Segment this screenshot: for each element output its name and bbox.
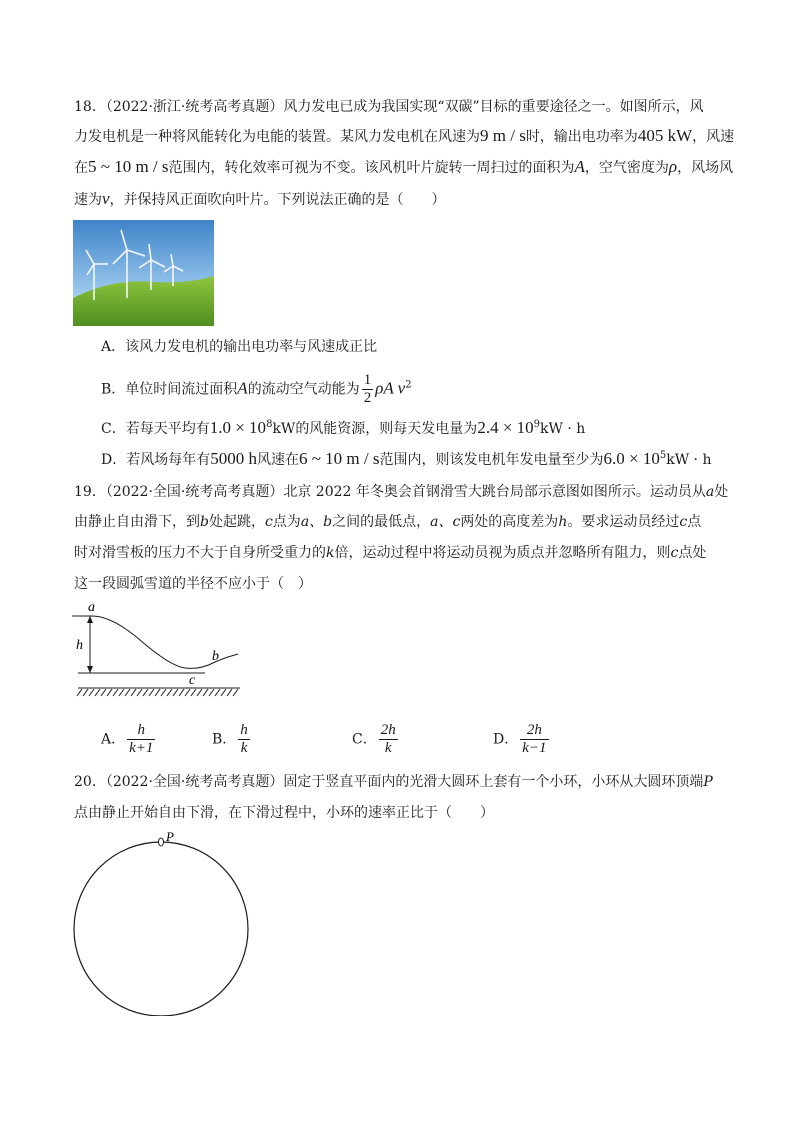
q20-line-2 [74, 803, 494, 823]
diagram-label-b: b [212, 649, 219, 664]
q19-number: 19． [74, 484, 106, 500]
q19-text: 。要求运动员经过 [567, 514, 680, 530]
q18-option-b-text: B．单位时间流过面积 [101, 381, 238, 398]
q18-wind-speed: 9 m / s [480, 126, 526, 145]
q19-line-2 [74, 512, 701, 532]
q18-option-b-var-A: A [237, 378, 248, 398]
q18-option-d-text: D．若风场每年有 [101, 452, 211, 468]
fraction-denominator: k+1 [129, 740, 154, 756]
q19-var: a、b [300, 514, 333, 530]
q18-line-2 [74, 126, 734, 147]
fraction-numerator: h [240, 722, 248, 738]
q18-var-A: A [574, 157, 585, 176]
q18-option-c-unit: kW [272, 421, 296, 437]
q18-text: ，风速 [692, 129, 735, 145]
q18-option-d-value: 6.0 × 10 [603, 449, 660, 468]
q19-option-d[interactable] [493, 722, 551, 757]
q18-option-c-exponent: 8 [266, 419, 273, 430]
q19-text: 之间的最低点， [332, 514, 431, 530]
q18-option-c[interactable] [101, 418, 585, 439]
q18-var-v: v [102, 189, 110, 208]
fraction-denominator: 2 [363, 390, 372, 406]
q18-option-b-text: 的流动空气动能为 [247, 381, 360, 398]
q18-option-d-hours: 5000 h [210, 449, 257, 468]
q18-option-c-exponent: 9 [533, 419, 541, 430]
q19-text: 处起跳， [208, 514, 265, 530]
q20-number: 20． [74, 774, 106, 790]
q19-text: 处 [714, 484, 729, 500]
q19-text: 时对滑雪板的压力不大于自身所受重力的 [74, 545, 326, 561]
q19-option-c-fraction [379, 722, 398, 757]
q19-line-4 [74, 574, 312, 594]
q19-option-a-label: A． [101, 731, 126, 748]
q18-option-c-text: 的风能资源，则每天发电量为 [295, 421, 478, 437]
q18-text: ，风场风 [677, 160, 734, 176]
diagram-label-h: h [76, 638, 83, 653]
q19-line-1 [74, 482, 728, 502]
q18-line-1 [74, 97, 704, 117]
wind-turbine-photo [73, 220, 214, 326]
q19-text: 两处的高度差为 [460, 514, 559, 530]
q18-option-b-exponent: 2 [405, 379, 412, 391]
q18-text: 风力发电已成为我国实现“双碳”目标的重要途径之一。如图所示，风 [283, 99, 704, 115]
diagram-label-c: c [189, 673, 196, 688]
hoop-diagram [70, 828, 255, 1016]
q19-text: 点 [687, 514, 702, 530]
q19-text: 北京 2022 年冬奥会首钢滑雪大跳台局部示意图如图所示。运动员从 [283, 484, 706, 500]
q19-text: 点为 [272, 514, 301, 530]
q20-source: （2022·全国·统考高考真题） [105, 774, 284, 790]
q18-option-a[interactable] [101, 337, 377, 357]
fraction-numerator: 1 [363, 372, 372, 388]
q19-option-c[interactable] [352, 722, 400, 757]
fraction-denominator: k [240, 740, 248, 756]
q18-text: ，并保持风正面吹向叶片。下列说法正确的是（ ） [109, 192, 446, 208]
q19-var: c [264, 514, 273, 530]
q18-text: 范围内，转化效率可视为不变。该风机叶片旋转一周扫过的面积为 [168, 160, 575, 176]
q19-option-b-fraction [238, 722, 250, 757]
q18-option-c-unit: kW · h [540, 421, 586, 437]
q18-option-d-range: 6 ~ 10 m / s [298, 449, 380, 468]
q18-line-4 [74, 189, 446, 210]
q19-var: c [679, 514, 688, 530]
q20-text: 固定于竖直平面内的光滑大圆环上套有一个小环，小环从大圆环顶端 [283, 774, 704, 790]
q18-option-d-text: 风速在 [256, 452, 299, 468]
q19-var: a、c [430, 514, 461, 530]
q19-option-d-label: D． [493, 731, 519, 748]
q20-text: 点由静止开始自由下滑，在下滑过程中，小环的速率正比于（ ） [74, 805, 494, 821]
q19-source: （2022·全国·统考高考真题） [105, 484, 284, 500]
q18-power: 405 kW [637, 126, 693, 145]
q19-text: 由静止自由滑下，到 [74, 514, 200, 530]
q19-option-c-label: C． [352, 731, 377, 748]
q18-option-d-unit: kW · h [666, 452, 712, 468]
q18-speed-range: 5 ~ 10 m / s [88, 157, 169, 176]
q19-var: a [705, 484, 715, 500]
small-ring [159, 838, 164, 846]
q19-var: c [670, 545, 679, 561]
q18-option-c-value: 2.4 × 10 [477, 418, 534, 437]
q18-text: 在 [74, 160, 88, 176]
ski-jump-diagram [70, 600, 250, 705]
q19-text: 倍，运动过程中将运动员视为质点并忽略所有阻力，则 [334, 545, 671, 561]
q20-line-1 [74, 772, 713, 792]
fraction-numerator: h [127, 722, 155, 740]
fraction-denominator: k−1 [522, 740, 547, 756]
q20-var: P [703, 774, 713, 790]
q18-option-b[interactable] [101, 372, 412, 407]
q18-number: 18． [74, 99, 106, 115]
q18-option-b-fraction [362, 372, 374, 407]
q19-option-a[interactable] [101, 722, 157, 757]
q18-option-d[interactable] [101, 449, 711, 470]
q18-option-d-text: 范围内，则该发电机年发电量至少为 [379, 452, 604, 468]
q19-option-d-fraction [520, 722, 548, 757]
q19-option-a-fraction [127, 722, 155, 757]
q18-option-c-text: C．若每天平均有 [101, 421, 210, 437]
q18-text: 力发电机是一种将风能转化为电能的装置。某风力发电机在风速为 [74, 129, 480, 145]
q18-option-c-value: 1.0 × 10 [209, 418, 267, 437]
diagram-label-a: a [88, 600, 95, 615]
q18-var-rho: ρ [668, 157, 678, 176]
q18-line-3 [74, 157, 733, 178]
q19-text: 这一段圆弧雪道的半径不应小于（ ） [74, 576, 312, 592]
q18-text: 时，输出电功率为 [525, 129, 638, 145]
q19-line-3 [74, 543, 706, 563]
q19-text: 点处 [678, 545, 707, 561]
q18-option-d-exponent: 5 [659, 450, 667, 461]
diagram-label-p: P [166, 829, 174, 844]
q18-option-a-text: A．该风力发电机的输出电功率与风速成正比 [101, 339, 378, 355]
fraction-numerator: 2h [380, 722, 396, 738]
q18-text: ，空气密度为 [584, 160, 669, 176]
q18-source: （2022·浙江·统考高考真题） [105, 99, 284, 115]
q19-var: k [326, 545, 335, 561]
q19-var: h [558, 514, 568, 530]
q18-text: 速为 [74, 192, 102, 208]
fraction-denominator: k [384, 740, 392, 756]
q18-option-b-expr: ρA v [375, 378, 406, 398]
q19-option-b[interactable] [212, 722, 252, 757]
q19-option-b-label: B． [212, 731, 237, 748]
q19-var: b [200, 514, 209, 530]
fraction-numerator: 2h [520, 722, 548, 740]
